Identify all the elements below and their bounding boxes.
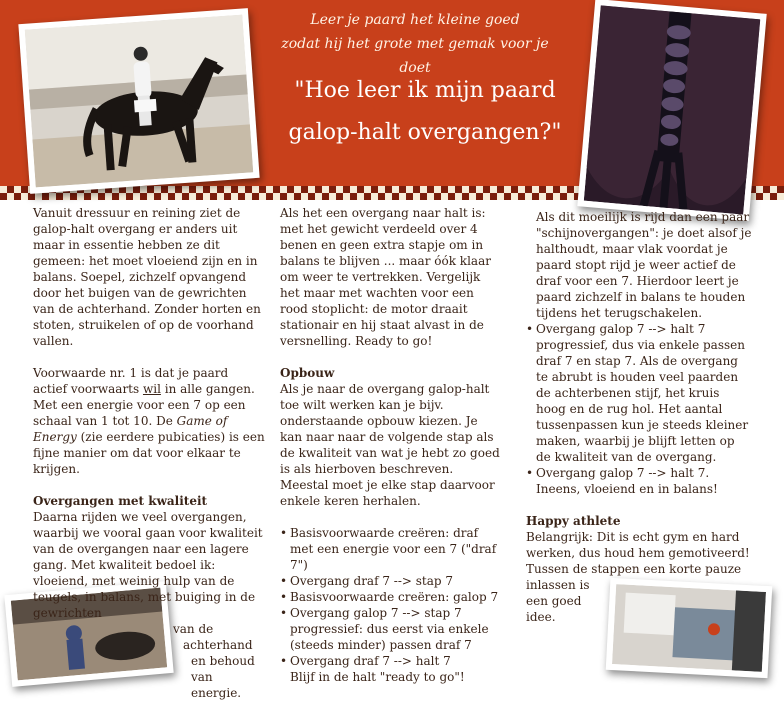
col1-p3-text: Daarna rijden we veel overgangen, waarbij we vooral gaan voor kwaliteit van de overgangen naar een lagere gang. Met kwaliteit bedoel ik: vloeiend, met weinig hulp van de teugels, in balans, met buiging in de gewrichten: [33, 510, 263, 620]
title-line-1: "Hoe leer ik mijn paard: [294, 78, 556, 103]
col1-paragraph-1: Vanuit dressuur en reining ziet de galop-halt overgang er anders uit maar in essentie hebben ze dit gemeen: het moet vloeiend zijn en in balans. Soepel, zichzelf opvangend door het buigen van de gewrichten van de achterhand. Zonder horten en stoten, struikelen of op de voorhand vallen.: [33, 206, 261, 348]
list-item: • Overgang galop 7 --> stap 7 progressief: dus eerst via enkele (steeds minder) passen draf 7: [280, 605, 502, 653]
photo-braided-tail: [577, 0, 766, 221]
heading-overgangen-met-kwaliteit: Overgangen met kwaliteit: [33, 494, 208, 508]
col3-p2-line-3: idee.: [526, 610, 556, 624]
opbouw-list: [280, 525, 502, 669]
title-line-2: galop-halt overgangen?": [288, 120, 562, 145]
col1-p2-game-of-energy: Game of Energy: [33, 414, 228, 444]
heading-opbouw: Opbouw: [280, 366, 335, 380]
list-item: • Basisvoorwaarde creëren: galop 7: [280, 589, 502, 605]
list-item: • Overgang draf 7 --> halt 7: [280, 653, 502, 669]
photo-horse-rider: [18, 8, 259, 194]
list-item: • Overgang galop 7 --> halt 7 progressief, dus via enkele passen draf 7 en stap 7. Als de overgang te abrubt is houden veel paarden de achterbenen stijf, het kruis hoog en de rug hol. Het aantal tussenpassen kun je steeds kleiner maken, waarbij je blijft letten op de kwaliteit van de overgang.: [526, 321, 752, 465]
list-item: • Overgang galop 7 --> halt 7. Ineens, vloeiend en in balans!: [526, 465, 752, 497]
col1-p3-line-1: van de: [173, 622, 214, 636]
page-title: [270, 70, 580, 154]
col3-paragraph-1: Als dit moeilijk is rijd dan een paar "schijnovergangen": je doet alsof je halthoudt, maar vlak voordat je paard stopt rijd je weer actief de draf voor een 7. Hierdoor leert je paard zichzelf in balans te houden tijdens het terugschakelen.: [536, 210, 752, 320]
col3-paragraph-2: [526, 529, 752, 625]
heading-happy-athlete: Happy athlete: [526, 514, 621, 528]
col1-p2-text-b: in alle gangen. Met een energie voor een 7 op een schaal van 1 tot 10. De: [33, 382, 255, 428]
col2-last-line: Blijf in de halt "ready to go"!: [290, 670, 465, 684]
tagline-line-2: zodat hij het grote met gemak voor je doet: [281, 36, 549, 76]
col2-paragraph-2: Als je naar de overgang galop-halt toe wilt werken kan je bijv. onderstaande opbouw kiezen. Je kan naar naar de volgende stap als de kwaliteit van wat je hebt zo goed is als hierboven beschreven. Meestal moet je elke stap daarvoor enkele keren herhalen.: [280, 382, 500, 508]
col3-p2-line-2: een goed: [526, 594, 582, 608]
col1-p3-line-2: achterhand: [183, 638, 253, 652]
column-1: [33, 205, 265, 701]
braided-tail-image: [584, 5, 760, 214]
col3-p2-line-1: inlassen is: [526, 578, 590, 592]
col1-p2-text-a: Voorwaarde nr. 1 is dat je paard actief voorwaarts: [33, 366, 229, 396]
col1-p3-line-3: en behoud: [191, 654, 255, 668]
col1-p2-text-c: (zie eerdere pubicaties) is een fijne manier om dat voor elkaar te krijgen.: [33, 430, 265, 476]
col1-paragraph-3: [33, 509, 265, 701]
horse-rider-image: [25, 15, 253, 188]
tagline-line-1: Leer je paard het kleine goed: [310, 12, 520, 28]
col1-p2-wil: wil: [142, 382, 161, 396]
col1-p3-line-4: van energie.: [191, 670, 242, 700]
col3-list: [526, 321, 752, 497]
list-item: • Overgang draf 7 --> stap 7: [280, 573, 502, 589]
col3-p2-text: Belangrijk: Dit is echt gym en hard werken, dus houd hem gemotiveerd! Tussen de stappen een korte pauze: [526, 530, 750, 576]
list-item: • Basisvoorwaarde creëren: draf met een energie voor een 7 ("draf 7"): [280, 525, 502, 573]
column-2: [280, 205, 502, 685]
col1-paragraph-2: [33, 365, 265, 477]
col2-paragraph-1: Als het een overgang naar halt is: met het gewicht verdeeld over 4 benen en geen extra stapje om in balans te blijven ... maar óók klaar om weer te vertrekken. Vergelijk het maar met wachten voor een rood stoplicht: de motor draait stationair en hij staat alvast in de versnelling. Ready to go!: [280, 206, 491, 348]
column-3: [526, 209, 752, 625]
